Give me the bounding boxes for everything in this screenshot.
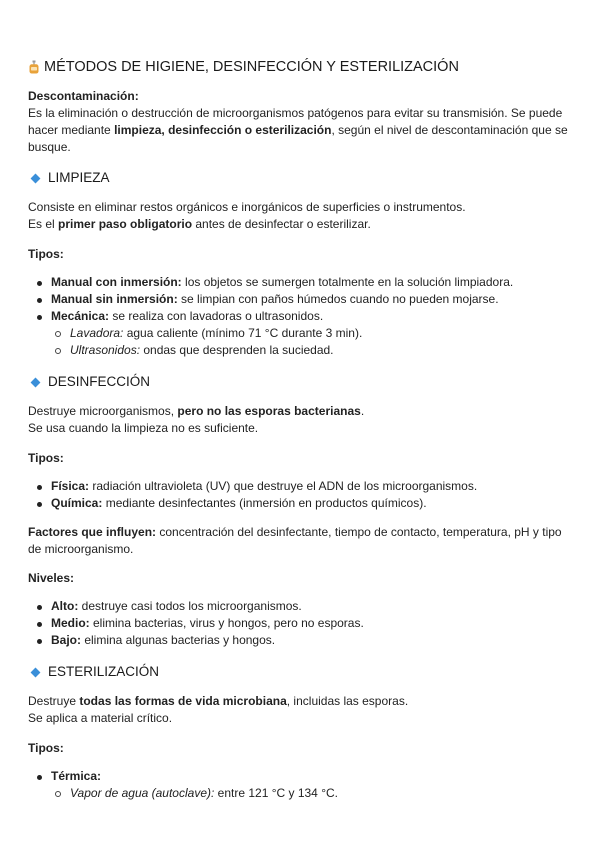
disinfection-types-list bbox=[28, 478, 574, 512]
decontamination-block bbox=[28, 88, 574, 156]
disinfection-intro bbox=[28, 403, 574, 437]
sterilization-line-1: Destruye todas las formas de vida microbiana, incluidas las esporas. bbox=[28, 694, 409, 708]
soap-bottle-icon bbox=[28, 60, 40, 74]
disinfection-levels-list bbox=[28, 598, 574, 649]
diamond-bullet-icon bbox=[31, 173, 41, 183]
disinfection-types-label: Tipos: bbox=[28, 451, 64, 465]
section-heading-cleaning: LIMPIEZA bbox=[28, 169, 110, 187]
list-item: Mecánica: se realiza con lavadoras o ultrasonidos. bbox=[28, 308, 574, 325]
cleaning-line-1: Consiste en eliminar restos orgánicos e inorgánicos de superficies o instrumentos. bbox=[28, 200, 466, 214]
diamond-bullet-icon bbox=[31, 377, 41, 387]
disinfection-line-1: Destruye microorganismos, pero no las esporas bacterianas. bbox=[28, 404, 365, 418]
sterilization-intro bbox=[28, 693, 574, 727]
cleaning-types-label: Tipos: bbox=[28, 247, 64, 261]
sub-list-item: Ultrasonidos: ondas que desprenden la suciedad. bbox=[28, 342, 574, 359]
list-item: Bajo: elimina algunas bacterias y hongos. bbox=[28, 632, 574, 649]
page-title-text: MÉTODOS DE HIGIENE, DESINFECCIÓN Y ESTERILIZACIÓN bbox=[44, 59, 459, 75]
cleaning-intro bbox=[28, 199, 574, 233]
list-item: Térmica: bbox=[28, 768, 574, 785]
diamond-bullet-icon bbox=[31, 667, 41, 677]
disinfection-line-2: Se usa cuando la limpieza no es suficiente. bbox=[28, 421, 259, 435]
list-item: Química: mediante desinfectantes (inmersión en productos químicos). bbox=[28, 495, 574, 512]
list-item: Manual con inmersión: los objetos se sumergen totalmente en la solución limpiadora. bbox=[28, 274, 574, 291]
list-item: Alto: destruye casi todos los microorganismos. bbox=[28, 598, 574, 615]
disinfection-factors: Factores que influyen: concentración del desinfectante, tiempo de contacto, temperatura, pH y tipo de microorganismo. bbox=[28, 525, 562, 556]
cleaning-line-2: Es el primer paso obligatorio antes de desinfectar o esterilizar. bbox=[28, 217, 371, 231]
decontamination-paragraph: Es la eliminación o destrucción de microorganismos patógenos para evitar su transmisión. Se puede hacer mediante limpieza, desinfección o esterilización, según el nivel de descontaminación que se busque. bbox=[28, 106, 568, 154]
sub-list-item: Vapor de agua (autoclave): entre 121 °C y 134 °C. bbox=[28, 785, 574, 802]
sub-list-item: Lavadora: agua caliente (mínimo 71 °C durante 3 min). bbox=[28, 325, 574, 342]
sterilization-types-list bbox=[28, 768, 574, 802]
page-title bbox=[28, 57, 459, 77]
sterilization-line-2: Se aplica a material crítico. bbox=[28, 711, 173, 725]
sterilization-types-label: Tipos: bbox=[28, 741, 64, 755]
list-item: Física: radiación ultravioleta (UV) que destruye el ADN de los microorganismos. bbox=[28, 478, 574, 495]
decontamination-heading: Descontaminación: bbox=[28, 89, 139, 103]
list-item: Manual sin inmersión: se limpian con paños húmedos cuando no pueden mojarse. bbox=[28, 291, 574, 308]
disinfection-levels-label: Niveles: bbox=[28, 571, 75, 585]
section-heading-disinfection: DESINFECCIÓN bbox=[28, 373, 150, 391]
cleaning-types-list bbox=[28, 274, 574, 359]
list-item: Medio: elimina bacterias, virus y hongos, pero no esporas. bbox=[28, 615, 574, 632]
section-heading-sterilization: ESTERILIZACIÓN bbox=[28, 663, 159, 681]
